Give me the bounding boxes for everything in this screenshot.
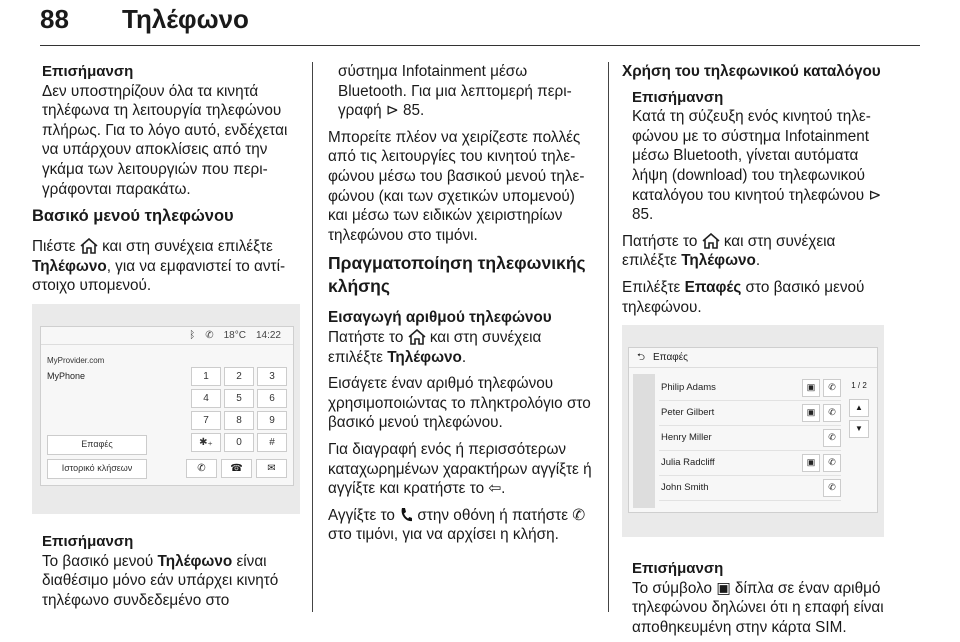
paragraph: Επιλέξτε Επαφές στο βασικό μενού τηλεφώνου. bbox=[622, 278, 865, 316]
key[interactable]: 9 bbox=[257, 411, 287, 430]
paragraph: Εισάγετε έναν αριθμό τηλεφώνου χρησιμοποιώντας το πληκτρολόγιο στο βασικό μενού τηλεφώνου. bbox=[328, 375, 591, 432]
phone-name: MyPhone bbox=[47, 370, 86, 381]
home-icon bbox=[408, 329, 426, 345]
note-box bbox=[632, 559, 888, 637]
section-heading: Χρήση του τηλεφωνικού καταλόγου bbox=[622, 63, 881, 80]
note-title: Επισήμανση bbox=[632, 560, 724, 578]
paragraph: Αγγίξτε το στην οθόνη ή πατήστε ✆ στο τιμόνι, για να αρχίσει η κλήση. bbox=[328, 506, 586, 544]
call-icon[interactable]: ✆ bbox=[823, 454, 841, 472]
home-icon bbox=[80, 238, 98, 254]
page-title: Τηλέφωνο bbox=[122, 4, 249, 34]
message-icon[interactable]: ✉ bbox=[256, 459, 287, 478]
note-text: Κατά τη σύζευξη ενός κινητού τηλε-φώνου με το σύστημα Infotainment μέσω Bluetooth, γίνεται αυτόματα λήψη (download) του τηλεφωνικού καταλόγου του κινητού τηλεφώνου ⊳ 85. bbox=[632, 108, 882, 224]
phone-handset-icon bbox=[399, 507, 413, 523]
hangup-icon[interactable]: ☎ bbox=[221, 459, 252, 478]
infotainment-screen bbox=[40, 326, 294, 486]
note-title: Επισήμανση bbox=[42, 532, 134, 550]
provider-name: MyProvider.com bbox=[47, 355, 105, 365]
paragraph: Πατήστε το και στη συνέχεια επιλέξτε Τηλέφωνο. bbox=[328, 328, 542, 366]
column-divider bbox=[608, 62, 609, 612]
note-title: Επισήμανση bbox=[632, 88, 724, 106]
list-item[interactable]: Philip Adams ▣ ✆ bbox=[659, 376, 841, 401]
column-divider bbox=[312, 62, 313, 612]
sim-icon: ▣ bbox=[802, 379, 820, 397]
pager bbox=[847, 376, 871, 441]
contacts-screenshot bbox=[622, 325, 884, 537]
section-heading: Βασικό μενού τηλεφώνου bbox=[32, 207, 234, 226]
status-bar bbox=[41, 327, 293, 345]
screen-title: Επαφές bbox=[653, 351, 688, 363]
reference-arrow-icon: ⊳ bbox=[385, 102, 403, 120]
list-item[interactable]: Henry Miller ✆ bbox=[659, 426, 841, 451]
phone-menu-screenshot bbox=[32, 304, 300, 514]
page-number: 88 bbox=[40, 4, 69, 34]
steering-wheel-call-icon: ✆ bbox=[572, 506, 586, 524]
page-header bbox=[40, 0, 920, 46]
side-tabs[interactable] bbox=[633, 374, 655, 508]
key[interactable]: 3 bbox=[257, 367, 287, 386]
backspace-icon: ⇦ bbox=[488, 480, 502, 498]
paragraph: Για διαγραφή ενός ή περισσότερων καταχωρημένων χαρακτήρων αγγίξτε ή αγγίξτε και κρατήστε το ⇦. bbox=[328, 440, 592, 498]
column-3 bbox=[622, 62, 888, 642]
key[interactable]: 0 bbox=[224, 433, 254, 452]
note-text: Το βασικό μενού Τηλέφωνο είναι διαθέσιμο μόνο εάν υπάρχει κινητό τηλέφωνο συνδεδεμένο στο bbox=[42, 552, 279, 609]
call-icon[interactable]: ✆ bbox=[823, 429, 841, 447]
keypad bbox=[191, 367, 287, 452]
column-1 bbox=[32, 62, 300, 617]
paragraph: Μπορείτε πλέον να χειρίζεστε πολλές από τις λειτουργίες του κινητού τηλε-φώνου μέσω του βασικού μενού τηλε-φώνου (και των σχετικών υπομενού) και μέσω των ειδικών χειριστηρίων τηλεφώνου στο τιμόνι. bbox=[328, 128, 585, 244]
scroll-up-icon[interactable]: ▲ bbox=[849, 399, 869, 417]
contacts-list bbox=[659, 376, 841, 501]
screen-header bbox=[629, 348, 877, 368]
note-continued: σύστημα Infotainment μέσω Bluetooth. Για μια λεπτομερή περι-γραφή ⊳ 85. bbox=[338, 63, 572, 120]
bluetooth-icon: ᛒ bbox=[189, 329, 196, 341]
key[interactable]: 8 bbox=[224, 411, 254, 430]
note-box bbox=[632, 88, 888, 225]
contacts-button[interactable]: Επαφές bbox=[47, 435, 147, 455]
sim-icon: ▣ bbox=[802, 404, 820, 422]
home-icon bbox=[702, 233, 720, 249]
call-icon[interactable]: ✆ bbox=[823, 379, 841, 397]
list-item[interactable]: Julia Radcliff ▣ ✆ bbox=[659, 451, 841, 476]
call-icon[interactable]: ✆ bbox=[823, 404, 841, 422]
back-icon[interactable]: ⮌ bbox=[637, 351, 646, 363]
call-history-button[interactable]: Ιστορικό κλήσεων bbox=[47, 459, 147, 479]
subsection-heading: Εισαγωγή αριθμού τηλεφώνου bbox=[328, 309, 552, 327]
clock: 14:22 bbox=[255, 329, 281, 341]
sim-card-icon: ▣ bbox=[716, 579, 731, 597]
paragraph: Πατήστε το και στη συνέχεια επιλέξτε Τηλέφωνο. bbox=[622, 232, 836, 270]
phone-icon: ✆ bbox=[205, 329, 214, 341]
key[interactable]: 7 bbox=[191, 411, 221, 430]
key[interactable]: 5 bbox=[224, 389, 254, 408]
key[interactable]: 1 bbox=[191, 367, 221, 386]
page-indicator: 1 / 2 bbox=[851, 381, 867, 391]
temperature: 18°C bbox=[223, 329, 246, 341]
key[interactable]: ✱₊ bbox=[191, 433, 221, 452]
call-icon[interactable]: ✆ bbox=[186, 459, 217, 478]
call-icon[interactable]: ✆ bbox=[823, 479, 841, 497]
sim-icon: ▣ bbox=[802, 454, 820, 472]
note-box bbox=[42, 62, 300, 199]
note-text: Δεν υποστηρίζουν όλα τα κινητά τηλέφωνα τη λειτουργία τηλεφώνου πλήρως. Για το λόγο αυτό, ενδέχεται να υπάρχουν αποκλίσεις από την γκάμα των λειτουργιών που περι-γράφονται παρακάτω. bbox=[42, 82, 288, 198]
key[interactable]: # bbox=[257, 433, 287, 452]
list-item[interactable]: Peter Gilbert ▣ ✆ bbox=[659, 401, 841, 426]
section-heading: Πραγματοποίηση τηλεφωνικής κλήσης bbox=[328, 253, 586, 297]
call-controls bbox=[186, 459, 287, 478]
paragraph: Πιέστε και στη συνέχεια επιλέξτε Τηλέφωνο, για να εμφανιστεί το αντί-στοιχο υπομενού. bbox=[32, 238, 286, 295]
note-text: Το σύμβολο ▣ δίπλα σε έναν αριθμό τηλεφώνου δηλώνει ότι η επαφή είναι αποθηκευμένη στην κάρτα SIM. bbox=[632, 579, 884, 636]
scroll-down-icon[interactable]: ▼ bbox=[849, 420, 869, 438]
reference-arrow-icon: ⊳ bbox=[868, 186, 882, 204]
key[interactable]: 6 bbox=[257, 389, 287, 408]
note-title: Επισήμανση bbox=[42, 63, 134, 80]
list-item[interactable]: John Smith ✆ bbox=[659, 476, 841, 501]
column-2 bbox=[328, 62, 598, 552]
note-box bbox=[42, 532, 300, 610]
key[interactable]: 4 bbox=[191, 389, 221, 408]
key[interactable]: 2 bbox=[224, 367, 254, 386]
infotainment-screen bbox=[628, 347, 878, 513]
